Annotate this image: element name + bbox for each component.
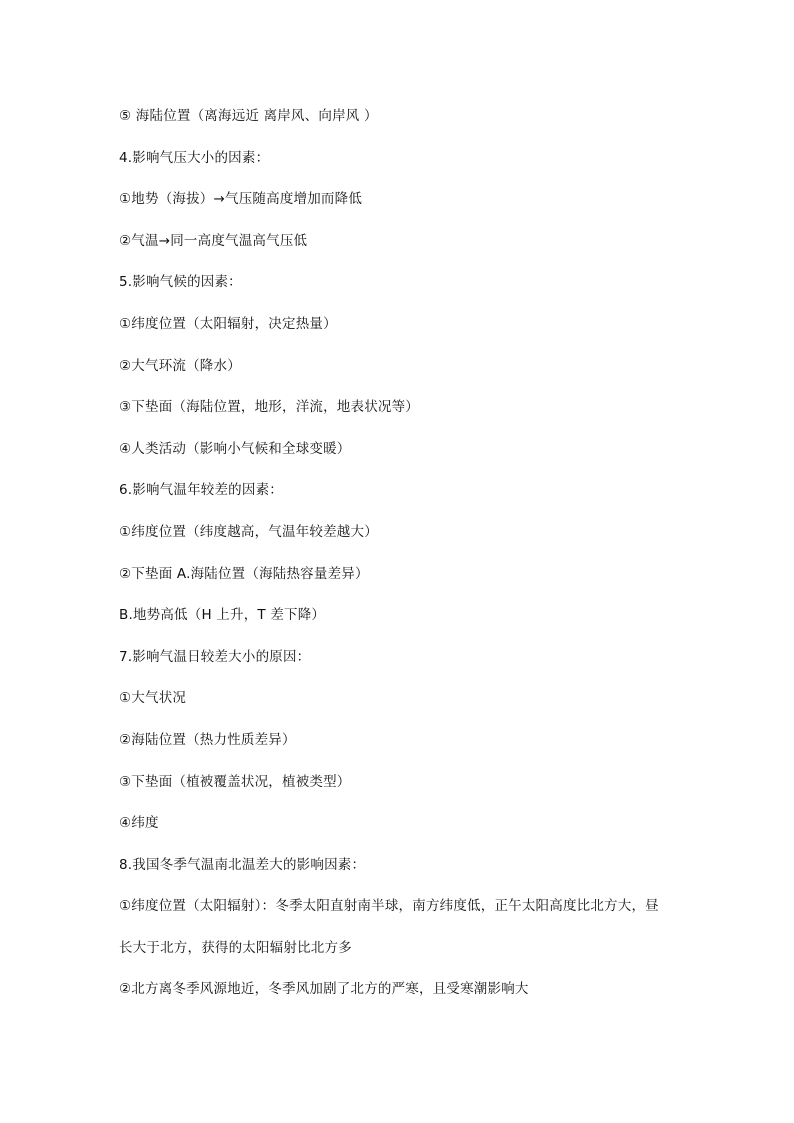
text-line: ②大气环流（降水） (119, 357, 241, 374)
text-line: ②海陆位置（热力性质差异） (119, 731, 296, 748)
text-line: ①大气状况 (119, 690, 187, 707)
section-heading: 8.我国冬季气温南北温差大的影响因素： (119, 856, 366, 873)
text-line: ②下垫面 A.海陆位置（海陆热容量差异） (119, 565, 369, 582)
text-line: ②北方离冬季风源地近，冬季风加剧了北方的严寒，且受寒潮影响大 (119, 981, 529, 998)
text-line: ④人类活动（影响小气候和全球变暖） (119, 440, 351, 457)
text-line: ④纬度 (119, 815, 159, 832)
text-line: ①纬度位置（纬度越高，气温年较差越大） (119, 523, 378, 540)
text-line: ②气温→同一高度气温高气压低 (119, 232, 308, 249)
section-heading: 7.影响气温日较差大小的原因： (119, 648, 311, 665)
document-body (119, 106, 719, 999)
text-line: 长大于北方，获得的太阳辐射比北方多 (119, 939, 352, 956)
text-line: ①纬度位置（太阳辐射，决定热量） (119, 315, 337, 332)
section-heading: 5.影响气候的因素： (119, 274, 242, 291)
text-line: ③下垫面（海陆位置，地形，洋流，地表状况等） (119, 399, 420, 416)
section-heading: 6.影响气温年较差的因素： (119, 482, 283, 499)
section-heading: 4.影响气压大小的因素： (119, 149, 270, 166)
text-line: ⑤ 海陆位置（离海远近 离岸风、向岸风 ） (119, 108, 378, 124)
text-line: ①地势（海拔）→气压随高度增加而降低 (119, 191, 363, 208)
text-line: ①纬度位置（太阳辐射）：冬季太阳直射南半球，南方纬度低，正午太阳高度比北方大，昼 (119, 898, 659, 915)
text-line: B.地势高低（H 上升，T 差下降） (119, 607, 326, 624)
text-line: ③下垫面（植被覆盖状况，植被类型） (119, 773, 351, 790)
